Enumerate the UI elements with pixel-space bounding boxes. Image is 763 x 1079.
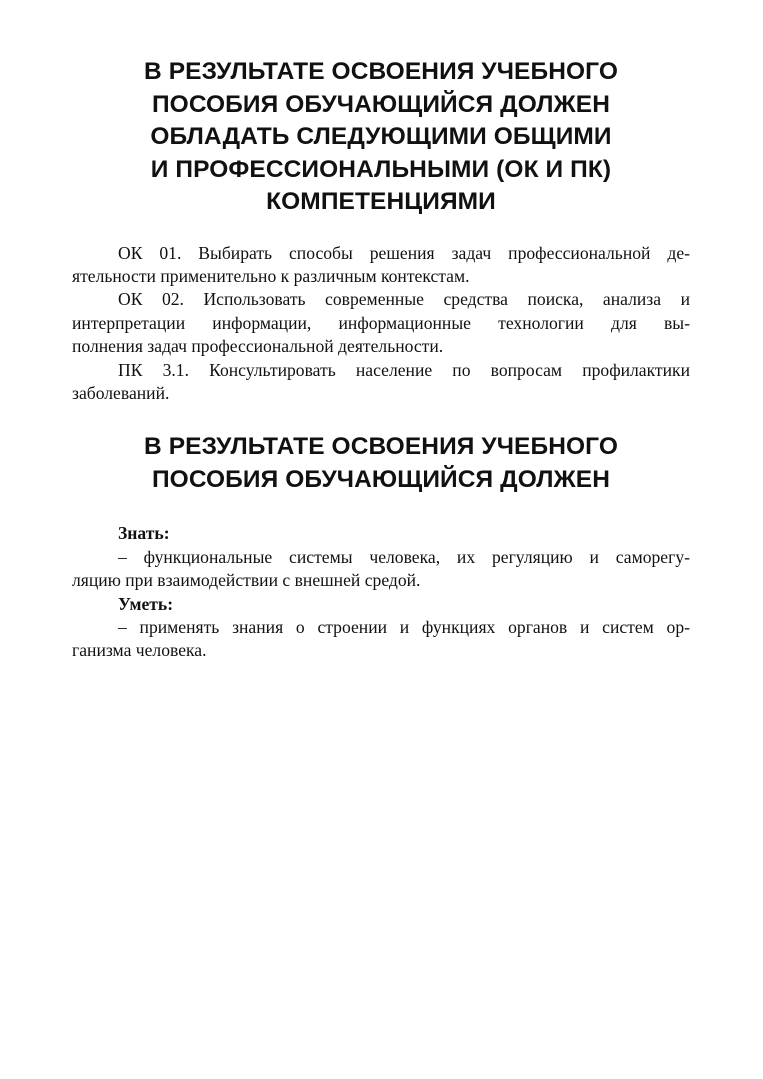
heading-line: КОМПЕТЕНЦИЯМИ <box>266 188 496 215</box>
heading-line: В РЕЗУЛЬТАТЕ ОСВОЕНИЯ УЧЕБНОГО <box>144 433 618 461</box>
document-page <box>72 56 690 663</box>
heading-line: ПОСОБИЯ ОБУЧАЮЩИЙСЯ ДОЛЖЕН <box>151 90 611 118</box>
competencies-heading <box>72 56 690 219</box>
text-line: заболеваний. <box>72 382 170 403</box>
text-line: полнения задач профессиональной деятельности. <box>72 336 444 357</box>
text-line: интерпретации информации, информационные технологии для вы- <box>72 312 690 333</box>
heading-line: ОБЛАДАТЬ СЛЕДУЮЩИМИ ОБЩИМИ <box>150 123 612 150</box>
competency-ok01 <box>72 242 690 289</box>
text-line: – применять знания о строении и функциях органов и систем ор- <box>118 616 690 637</box>
competency-pk31 <box>72 359 690 406</box>
know-label: Знать: <box>118 523 170 544</box>
text-line: ятельности применительно к различным контекстам. <box>72 265 470 286</box>
know-item <box>72 546 690 593</box>
competencies-list <box>72 242 690 406</box>
can-label: Уметь: <box>118 593 174 614</box>
learning-outcomes <box>72 522 690 662</box>
heading-line: ПОСОБИЯ ОБУЧАЮЩИЙСЯ ДОЛЖЕН <box>151 465 611 493</box>
text-line: ПК 3.1. Консультировать население по вопросам профилактики <box>118 359 690 380</box>
can-item <box>72 616 690 663</box>
heading-line: В РЕЗУЛЬТАТЕ ОСВОЕНИЯ УЧЕБНОГО <box>144 58 618 85</box>
heading-line: И ПРОФЕССИОНАЛЬНЫМИ (ОК И ПК) <box>150 155 612 183</box>
text-line: ганизма человека. <box>72 640 207 661</box>
competency-ok02 <box>72 288 690 358</box>
text-line: ОК 02. Использовать современные средства поиска, анализа и <box>118 289 690 310</box>
text-line: ляцию при взаимодействии с внешней средой. <box>72 570 421 591</box>
learning-outcomes-heading <box>72 431 690 496</box>
text-line: ОК 01. Выбирать способы решения задач профессиональной де- <box>118 242 690 263</box>
text-line: – функциональные системы человека, их регуляцию и саморегу- <box>118 546 690 567</box>
